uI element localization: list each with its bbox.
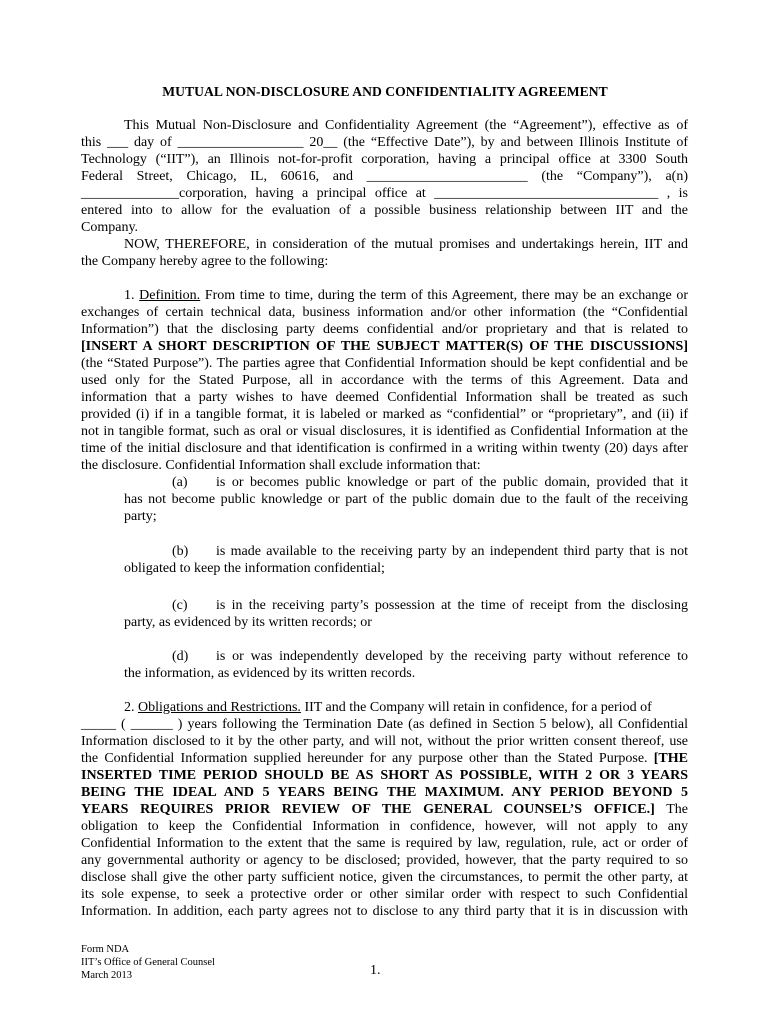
- page-number: 1.: [370, 963, 381, 978]
- section2-number: 2.: [124, 700, 135, 715]
- section2-bold-line: BEING THE IDEAL AND 5 YEARS BEING THE MAXIMUM. ANY PERIOD BEYOND 5: [81, 785, 688, 800]
- section2-line: its sole expense, to seek a protective order or other similar order with respect to such Confidential: [81, 887, 688, 902]
- intro-line: this ___ day of __________________ 20__ (the “Effective Date”), by and between Illinois Institute of: [81, 135, 688, 150]
- section2-line: disclose shall give the other party sufficient notice, given the circumstances, to permit the other party, at: [81, 870, 688, 885]
- section2-line: Information disclosed to it by the other party, and will not, without the prior written consent thereof, use: [81, 734, 688, 749]
- exclusion-item-a: [172, 474, 688, 491]
- item-text: is made available to the receiving party by an independent third party that is not: [216, 544, 688, 559]
- section1-line: the disclosure. Confidential Information shall exclude information that:: [81, 458, 481, 473]
- section1-line: Information”) that the disclosing party deems confidential and/or proprietary and that is related to: [81, 322, 688, 337]
- section2-line: Information. In addition, each party agrees not to disclose to any third party that it is in discussion with: [81, 904, 688, 919]
- intro-line: ______________corporation, having a principal office at ________________________________ , is: [81, 186, 688, 201]
- section2-line: _____ ( ______ ) years following the Termination Date (as defined in Section 5 below), all Confidential: [81, 717, 688, 732]
- section1-line: time of the initial disclosure and that identification is confirmed in a writing within twenty (20) days after: [81, 441, 688, 456]
- item-label: (b): [172, 544, 189, 559]
- section2-heading: Obligations and Restrictions.: [138, 700, 301, 715]
- recital-line: NOW, THEREFORE, in consideration of the mutual promises and undertakings herein, IIT and: [124, 237, 688, 252]
- recital-line: the Company hereby agree to the following:: [81, 254, 329, 269]
- exclusion-item-c: [172, 597, 688, 614]
- section2-text: IIT and the Company will retain in confidence, for a period of: [304, 700, 652, 715]
- section1-insert-placeholder: [INSERT A SHORT DESCRIPTION OF THE SUBJECT MATTER(S) OF THE DISCUSSIONS]: [81, 339, 688, 354]
- section2-line: obligation to keep the Confidential Information in confidence, however, will not apply to any: [81, 819, 688, 834]
- section1-line: (the “Stated Purpose”). The parties agree that Confidential Information should be kept confidential and be: [81, 356, 688, 371]
- item-label: (c): [172, 598, 188, 613]
- intro-line: entered into to allow for the evaluation of a possible business relationship between IIT and the: [81, 203, 688, 218]
- section1-line: exchanges of certain technical data, business information and/or other information (the “Confidential: [81, 305, 688, 320]
- footer-form-name: Form NDA: [81, 944, 130, 955]
- intro-line: Company.: [81, 220, 139, 235]
- section1-line: provided (i) if in a tangible format, it is labeled or marked as “confidential” or “proprietary”, and (ii) if: [81, 407, 688, 422]
- item-label: (d): [172, 649, 189, 664]
- item-text: is or becomes public knowledge or part of the public domain, provided that it: [216, 475, 688, 490]
- item-text: the information, as evidenced by its written records.: [124, 666, 416, 681]
- section1-heading-line: [124, 287, 688, 304]
- section2-text: the Confidential Information supplied hereunder for any purpose other than the Stated Purpose.: [81, 751, 648, 766]
- section2-line: [81, 801, 688, 818]
- item-text: party;: [124, 509, 157, 524]
- section1-line: information that a party wishes to have deemed Confidential Information shall be treated as such: [81, 390, 688, 405]
- section2-line: any governmental authority or agency to be disclosed; provided, however, that the party required to so: [81, 853, 688, 868]
- section1-text: From time to time, during the term of this Agreement, there may be an exchange or: [204, 288, 688, 303]
- intro-line: Technology (“IIT”), an Illinois not-for-profit corporation, having a principal office at 3300 South: [81, 152, 688, 167]
- section2-text: The: [666, 802, 689, 817]
- section2-bold-text: [THE: [653, 751, 688, 766]
- section1-line: not in tangible format, such as oral or visual disclosures, it is identified as Confidential Information at the: [81, 424, 688, 439]
- item-text: obligated to keep the information confidential;: [124, 561, 385, 576]
- item-text: party, as evidenced by its written records; or: [124, 615, 372, 630]
- intro-line: Federal Street, Chicago, IL, 60616, and _______________________ (the “Company”), a(n): [81, 169, 688, 184]
- document-title: MUTUAL NON-DISCLOSURE AND CONFIDENTIALITY AGREEMENT: [162, 84, 608, 99]
- exclusion-item-d: [172, 648, 688, 665]
- item-text: is in the receiving party’s possession at the time of receipt from the disclosing: [216, 598, 688, 613]
- section1-heading: Definition.: [139, 288, 201, 303]
- footer-office: IIT’s Office of General Counsel: [81, 957, 215, 968]
- section2-line: [81, 750, 688, 767]
- exclusion-item-b: [172, 543, 688, 560]
- section2-bold-line: INSERTED TIME PERIOD SHOULD BE AS SHORT AS POSSIBLE, WITH 2 OR 3 YEARS: [81, 768, 688, 783]
- item-text: is or was independently developed by the receiving party without reference to: [216, 649, 688, 664]
- section2-line: Confidential Information to the extent that the same is required by law, regulation, rule, act or order of: [81, 836, 688, 851]
- section2-bold-text: YEARS REQUIRES PRIOR REVIEW OF THE GENERAL COUNSEL’S OFFICE.]: [81, 802, 655, 817]
- section1-line: used only for the Stated Purpose, all in accordance with the terms of this Agreement. Data and: [81, 373, 688, 388]
- section1-number: 1.: [124, 288, 135, 303]
- item-text: has not become public knowledge or part of the public domain due to the fault of the receiving: [124, 492, 688, 507]
- intro-line: This Mutual Non-Disclosure and Confidentiality Agreement (the “Agreement”), effective as of: [124, 118, 688, 133]
- section2-heading-line: [124, 699, 652, 716]
- footer-date: March 2013: [81, 970, 133, 981]
- item-label: (a): [172, 475, 188, 490]
